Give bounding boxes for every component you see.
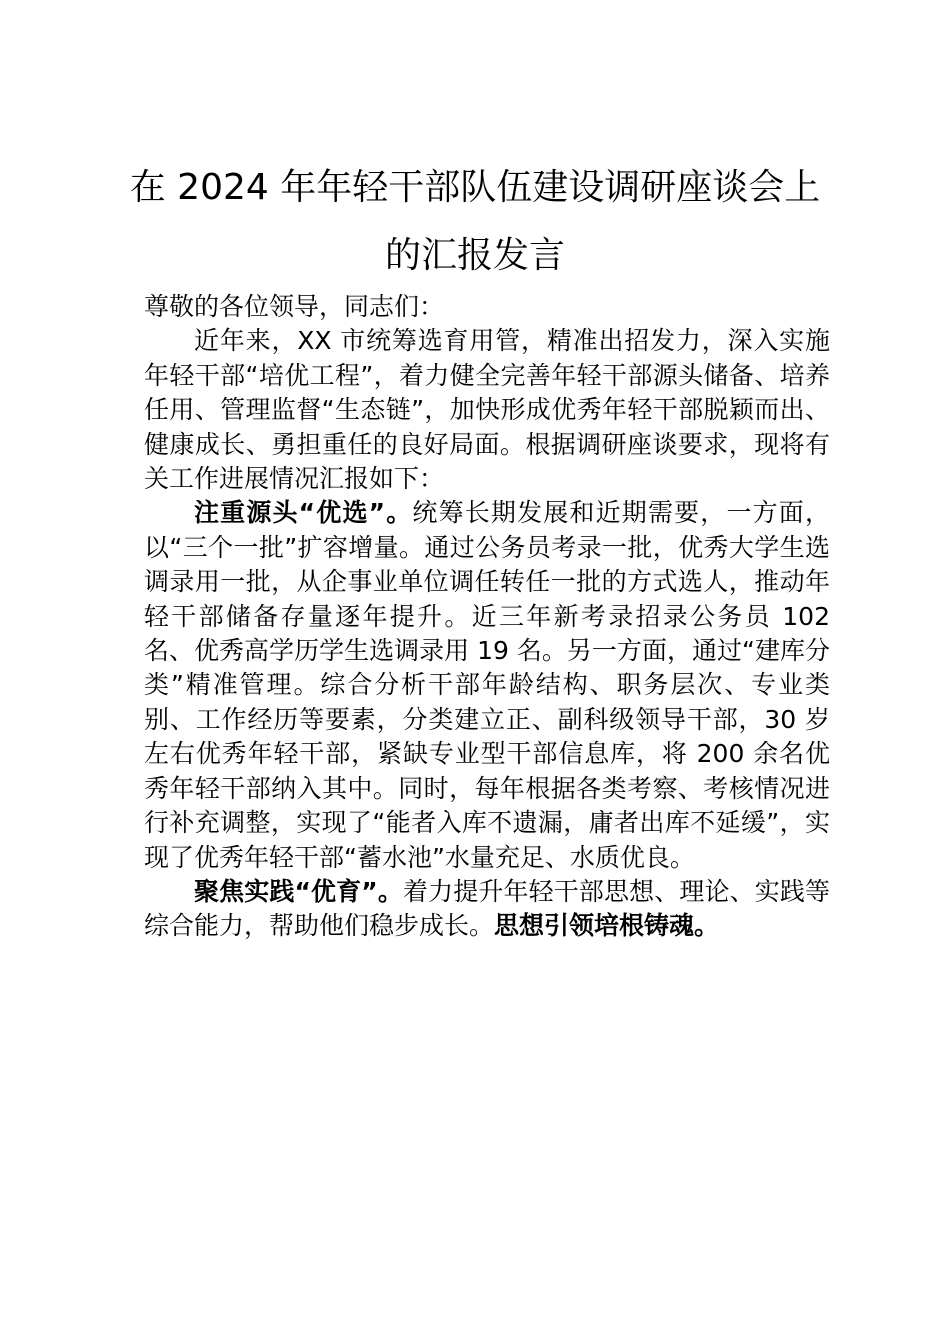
section-1-body: 统筹长期发展和近期需要，一方面，以“三个一批”扩容增量。通过公务员考录一批，优秀大学生选调录用一批，从企事业单位调任转任一批的方式选人，推动年轻干部储备存量逐年提升。近三年新考录招录公务员 102 名、优秀高学历学生选调录用 19 名。另一方面，通过“建库分类”精准管理。综合分析干部年龄结构、职务层次、专业类别、工作经历等要素，分类建立正、副科级领导干部，30 岁左右优秀年轻干部，紧缺专业型干部信息库，将 200 余名优秀年轻干部纳入其中。同时，每年根据各类考察、考核情况进行补充调整，实现了“能者入库不遗漏，庸者出库不延缓”，实现了优秀年轻干部“蓄水池”水量充足、水质优良。 xyxy=(144,498,830,872)
intro-paragraph: 近年来，XX 市统筹选育用管，精准出招发力，深入实施年轻干部“培优工程”，着力健全完善年轻干部源头储备、培养任用、管理监督“生态链”，加快形成优秀年轻干部脱颖而出、健康成长、勇担重任的良好局面。根据调研座谈要求，现将有关工作进展情况汇报如下： xyxy=(144,326,830,494)
section-2-paragraph xyxy=(144,875,830,944)
section-2-heading: 聚焦实践“优育”。 xyxy=(194,876,403,906)
document-body xyxy=(144,290,830,944)
document-title-line-1: 在 2024 年年轻干部队伍建设调研座谈会上 xyxy=(129,167,821,208)
section-2-body: 着力提升年轻干部思想、理论、实践等综合能力，帮助他们稳步成长。 xyxy=(144,876,830,941)
section-1-paragraph xyxy=(144,496,830,874)
salutation: 尊敬的各位领导，同志们： xyxy=(144,292,445,321)
section-1-heading: 注重源头“优选”。 xyxy=(194,498,413,528)
section-2-subheading: 思想引领培根铸魂。 xyxy=(494,911,720,941)
document-title-line-2: 的汇报发言 xyxy=(384,235,565,276)
